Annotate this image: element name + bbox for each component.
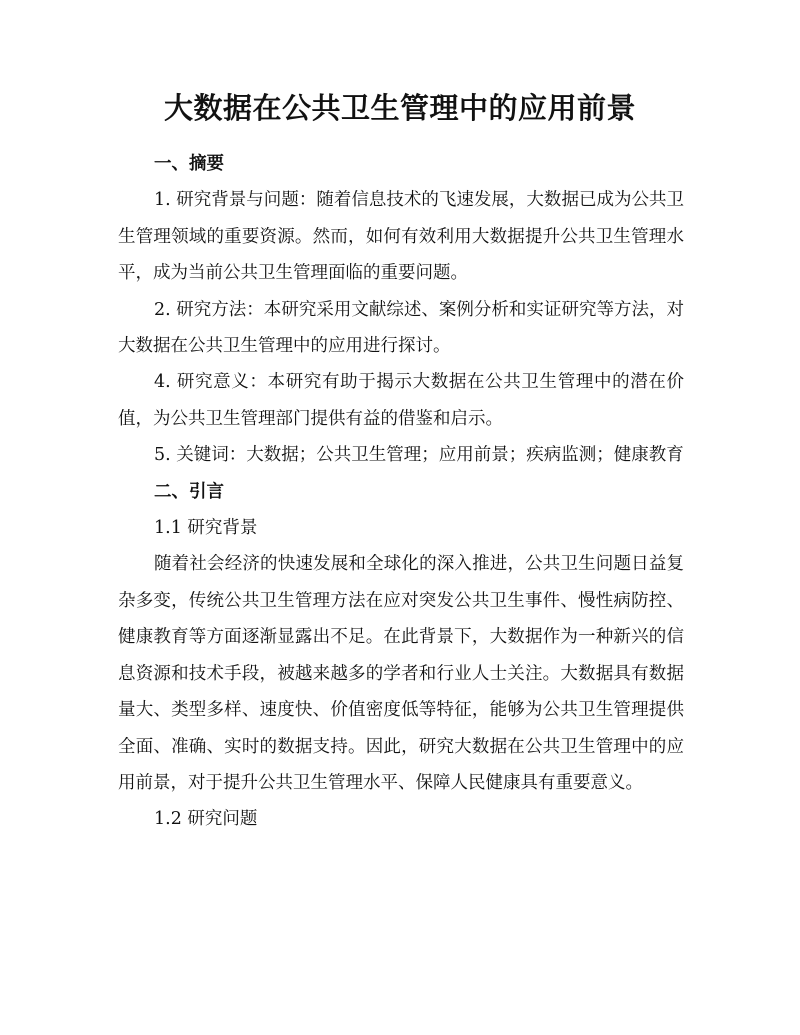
document-body xyxy=(118,146,684,838)
abstract-item-keywords: 5. 关键词：大数据；公共卫生管理；应用前景；疾病监测；健康教育 xyxy=(154,445,684,466)
section-heading-abstract: 一、摘要 xyxy=(154,154,224,174)
section-heading-introduction: 二、引言 xyxy=(154,481,224,502)
background-paragraph: 随着社会经济的快速发展和全球化的深入推进，公共卫生问题日益复杂多变，传统公共卫生管理方法在应对突发公共卫生事件、慢性病防控、健康教育等方面逐渐显露出不足。在此背景下，大数据作为一种新兴的信息资源和技术手段，被越来越多的学者和行业人士关注。大数据具有数据量大、类型多样、速度快、价值密度低等特征，能够为公共卫生管理提供全面、准确、实时的数据支持。因此，研究大数据在公共卫生管理中的应用前景，对于提升公共卫生管理水平、保障人民健康具有重要意义。 xyxy=(118,554,684,793)
subsection-heading-questions: 1.2 研究问题 xyxy=(154,809,258,830)
subsection-heading-background: 1.1 研究背景 xyxy=(154,518,258,539)
abstract-item-background: 1. 研究背景与问题：随着信息技术的飞速发展，大数据已成为公共卫生管理领域的重要资源。然而，如何有效利用大数据提升公共卫生管理水平，成为当前公共卫生管理面临的重要问题。 xyxy=(118,190,684,284)
document-title: 大数据在公共卫生管理中的应用前景 xyxy=(163,91,636,125)
abstract-item-method: 2. 研究方法：本研究采用文献综述、案例分析和实证研究等方法，对大数据在公共卫生管理中的应用进行探讨。 xyxy=(118,299,684,357)
abstract-item-significance: 4. 研究意义：本研究有助于揭示大数据在公共卫生管理中的潜在价值，为公共卫生管理部门提供有益的借鉴和启示。 xyxy=(118,372,684,429)
